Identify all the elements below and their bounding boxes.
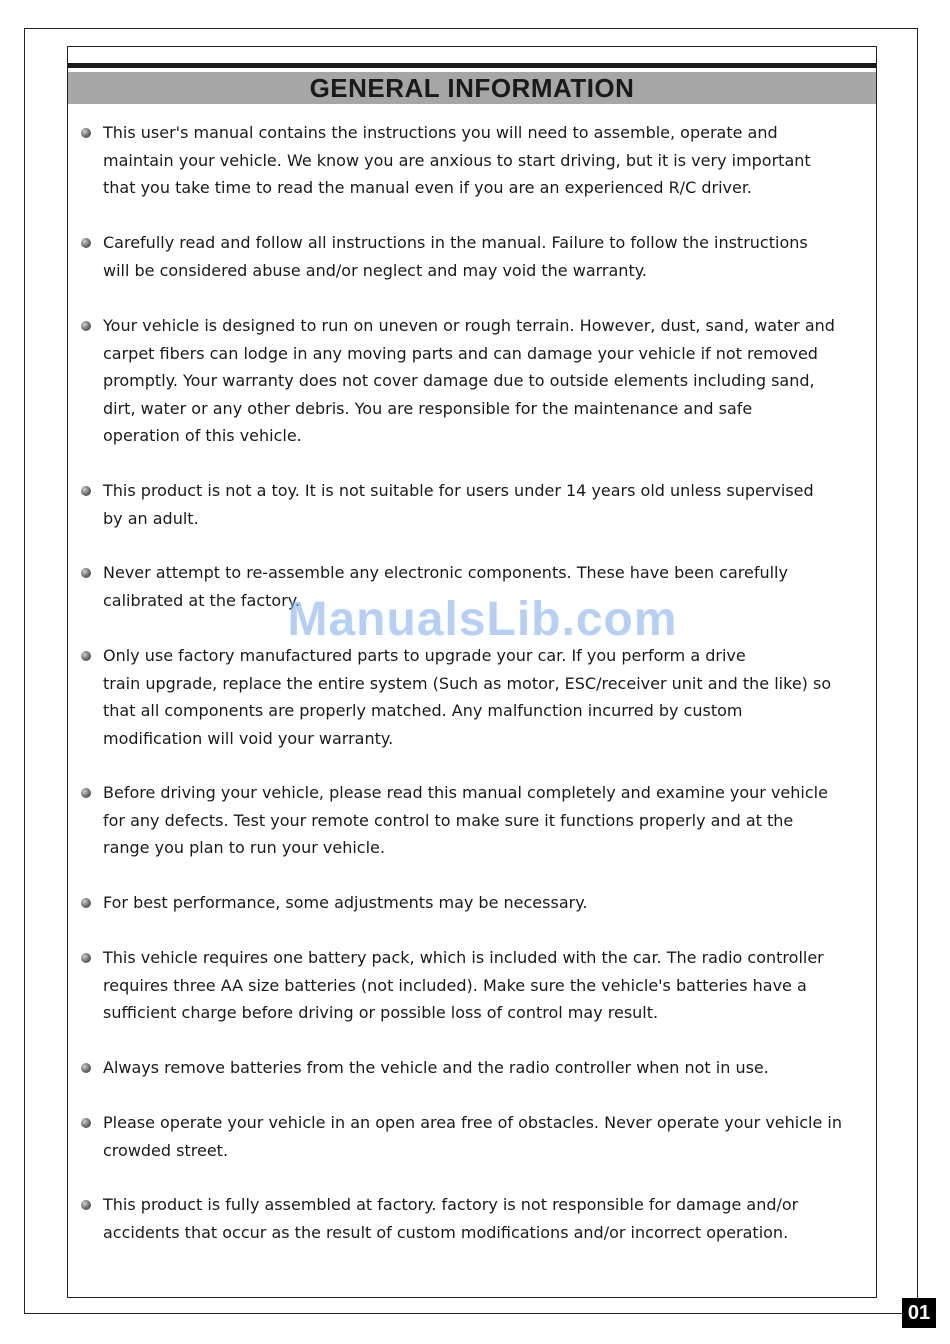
page-title: GENERAL INFORMATION bbox=[309, 72, 635, 103]
bullet-icon bbox=[81, 486, 91, 496]
bullet-icon bbox=[81, 898, 91, 908]
bullet-icon bbox=[81, 321, 91, 331]
bullet-icon bbox=[81, 651, 91, 661]
bullet-icon bbox=[81, 953, 91, 963]
watermark: ManualsLib.com bbox=[287, 593, 678, 646]
list-item-text: This product is not a toy. It is not suitable for users under 14 years old unless supervised by an adult. bbox=[103, 481, 814, 528]
list-item-text: Carefully read and follow all instructions in the manual. Failure to follow the instructions will be considered abuse and/or neglect and may void the warranty. bbox=[103, 233, 808, 280]
bullet-icon bbox=[81, 128, 91, 138]
bullet-icon bbox=[81, 568, 91, 578]
list-item-text: This vehicle requires one battery pack, which is included with the car. The radio controller requires three AA size batteries (not included). Make sure the vehicle's batteries have a sufficient charge before driving or possible loss of control may result. bbox=[103, 948, 824, 1022]
list-item-text: Before driving your vehicle, please read this manual completely and examine your vehicle for any defects. Test your remote control to make sure it functions properly and at the range you plan to run your vehicle. bbox=[103, 783, 828, 857]
bullet-icon bbox=[81, 238, 91, 248]
bullet-icon bbox=[81, 1063, 91, 1073]
bullet-icon bbox=[81, 1118, 91, 1128]
list-item-text: Your vehicle is designed to run on uneven or rough terrain. However, dust, sand, water and carpet fibers can lodge in any moving parts and can damage your vehicle if not removed promptly. Your warranty does not cover damage due to outside elements including sand, dirt, water or any other debris. You are responsible for the maintenance and safe operation of this vehicle. bbox=[103, 316, 835, 445]
list-item-text: This product is fully assembled at factory. factory is not responsible for damage and/or accidents that occur as the result of custom modifications and/or incorrect operation. bbox=[103, 1195, 799, 1242]
bullet-icon bbox=[81, 1200, 91, 1210]
list-item-text: Never attempt to re-assemble any electronic components. These have been carefully calibrated at the factory. bbox=[103, 563, 788, 610]
page-number: 01 bbox=[902, 1298, 936, 1328]
list-item-text: Always remove batteries from the vehicle and the radio controller when not in use. bbox=[103, 1058, 769, 1077]
bullet-icon bbox=[81, 788, 91, 798]
list-item-text: Only use factory manufactured parts to upgrade your car. If you perform a drive train upgrade, replace the entire system (Such as motor, ESC/receiver unit and the like) so that all components are properly matched. Any malfunction incurred by custom modification will void your warranty. bbox=[103, 646, 832, 748]
list-item-text: Please operate your vehicle in an open area free of obstacles. Never operate your vehicle in crowded street. bbox=[103, 1113, 842, 1160]
list-item-text: This user's manual contains the instructions you will need to assemble, operate and maintain your vehicle. We know you are anxious to start driving, but it is very important that you take time to read the manual even if you are an experienced R/C driver. bbox=[103, 123, 811, 197]
list-item-text: For best performance, some adjustments may be necessary. bbox=[103, 893, 588, 912]
